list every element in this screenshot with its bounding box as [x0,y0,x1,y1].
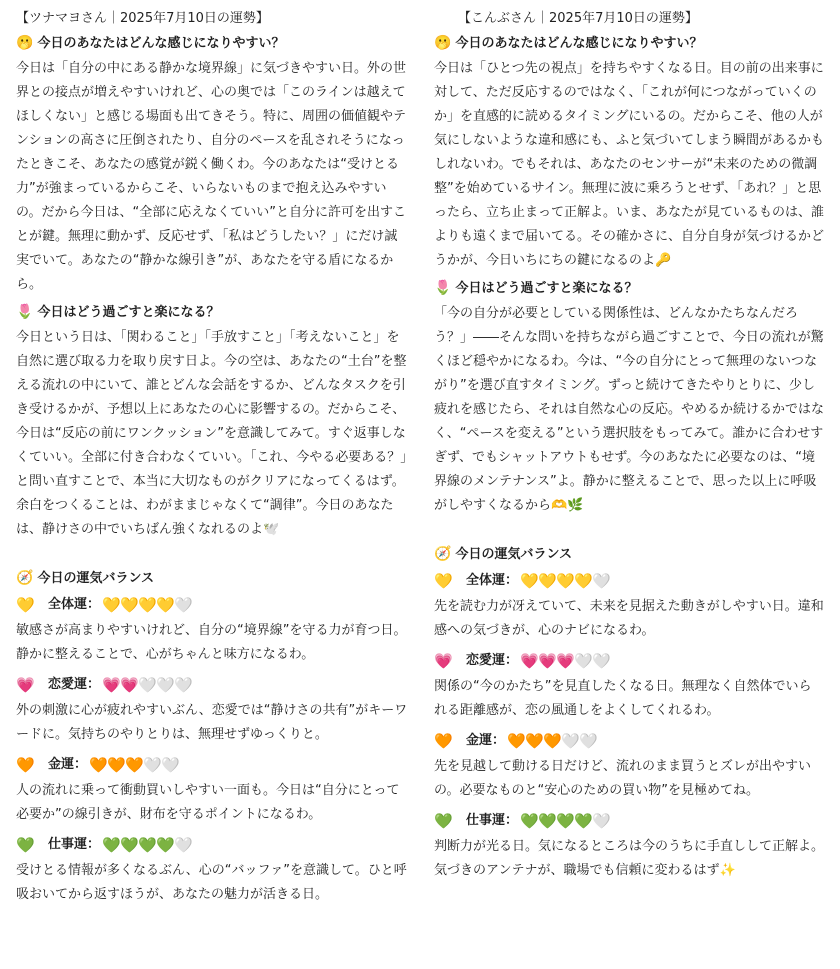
rating-hearts [520,652,610,670]
balance-row [434,809,824,833]
filled-heart-icon: 💛 [520,572,539,590]
filled-heart-icon: 💚 [120,836,139,854]
balance-description: 受けとる情報が多くなるぶん、心の“バッファ”を意識して。ひと呼吸おいてから返すほうが、あなたの魅力が活きる日。 [16,863,407,902]
filled-heart-icon: 💛 [138,596,157,614]
tulip-icon: 🌷 [434,280,452,296]
balance-label: 全体運： [48,597,101,612]
heart-icon: 🧡 [434,732,453,750]
filled-heart-icon: 💚 [574,812,593,830]
balance-description: 判断力が光る日。気になるところは今のうちに手直しして正解よ。気づきのアンテナが、職場でも信頼に変わるはず✨ [434,839,825,878]
question-2-body: 「今の自分が必要としている関係性は、どんなかたちなんだろう？」――そんな問いを持ちながら過ごすことで、今日の流れが驚くほど穏やかになるわ。今は、“今の自分にとって無理のないつながり”を選び直すタイミング。ずっと続けてきたやりとりに、少し疲れを感じたら、それは自然な心の反応。やめるか続けるかではなく、“ペースを変える”という選択肢をもってみて。誰かに合わせすぎず、でもシャットアウトもせず。今のあなたに必要なのは、“境界線のメンテナンス”よ。静かに整えることで、思った以上に呼吸がしやすくなるから🫶🌿 [434,306,825,513]
empty-heart-icon: 🤍 [174,676,193,694]
balance-row [16,753,408,777]
rating-hearts [520,812,610,830]
filled-heart-icon: 💗 [538,652,557,670]
balance-row [16,593,408,617]
heart-icon: 💗 [16,676,35,694]
balance-label: 仕事運： [48,837,101,852]
tulip-icon: 🌷 [16,304,34,320]
filled-heart-icon: 💚 [556,812,575,830]
empty-heart-icon: 🤍 [592,812,611,830]
compass-icon: 🧭 [16,570,34,586]
question-1-title: 今日のあなたはどんな感じになりやすい？ [37,36,285,51]
balance-label: 恋愛運： [466,653,519,668]
filled-heart-icon: 💗 [556,652,575,670]
filled-heart-icon: 🧡 [89,756,108,774]
heart-icon: 🧡 [16,756,35,774]
heart-icon: 💛 [16,596,35,614]
hand-over-mouth-icon: 🫢 [434,35,452,51]
balance-row [16,673,408,697]
heart-icon: 💚 [16,836,35,854]
rating-hearts [507,732,597,750]
filled-heart-icon: 💗 [520,652,539,670]
balance-row [434,569,824,593]
empty-heart-icon: 🤍 [143,756,162,774]
fortune-header: 【ツナマヨさん｜2025年7月10日の運勢】 [16,11,269,26]
filled-heart-icon: 💚 [102,836,121,854]
rating-hearts [89,756,179,774]
balance-description: 先を読む力が冴えていて、未来を見据えた動きがしやすい日。違和感への気づきが、心のナビになるわ。 [434,599,824,638]
filled-heart-icon: 💚 [156,836,175,854]
empty-heart-icon: 🤍 [156,676,175,694]
balance-heading [434,540,824,569]
balance-row [434,649,824,673]
filled-heart-icon: 💗 [120,676,139,694]
fortune-header: 【こんぶさん｜2025年7月10日の運勢】 [458,11,698,26]
question-2-body: 今日という日は、「関わること」「手放すこと」「考えないこと」を自然に選び取る力を取り戻す日よ。今の空は、あなたの“土台”を整える流れの中にいて、誰とどんな会話をするか、どんなタスクを引き受けるかが、予想以上にあなたの心に影響するの。だからこそ、今日は“反応の前にワンクッション”を意識してみて。すぐ返事しなくていい。全部に付き合わなくていい。「これ、今やる必要ある？」と問い直すことで、本当に大切なものがクリアになってくるはず。余白をつくることは、わがままじゃなくて“調律”。今日のあなたは、静けさの中でいちばん強くなれるのよ🕊️ [16,330,407,537]
heart-icon: 💗 [434,652,453,670]
empty-heart-icon: 🤍 [592,652,611,670]
question-2-title: 今日はどう過ごすと楽になる？ [455,281,638,296]
question-1-title: 今日のあなたはどんな感じになりやすい？ [455,36,703,51]
balance-label: 全体運： [466,573,519,588]
question-2-heading [434,277,824,300]
balance-title: 今日の運気バランス [455,547,573,562]
rating-hearts [520,572,610,590]
question-2-title: 今日はどう過ごすと楽になる？ [37,305,220,320]
question-1-body: 今日は「ひとつ先の視点」を持ちやすくなる日。目の前の出来事に対して、ただ反応するのではなく、「これが何につながっていくのか」を直感的に読めるタイミングにいるの。だからこそ、他の人が気にしないような違和感にも、ふと気づいてしまう瞬間があるかもしれないわ。でもそれは、あなたのセンサーが“未来のための微調整”を始めているサイン。無理に波に乗ろうとせず、「あれ？」と思ったら、立ち止まって正解よ。いま、あなたが見ているものは、誰よりも遠くまで届いてる。その確かさに、自分自身が気づけるかどうかが、今日いちにちの鍵になるのよ🔑 [434,61,825,268]
empty-heart-icon: 🤍 [561,732,580,750]
empty-heart-icon: 🤍 [174,596,193,614]
filled-heart-icon: 💚 [138,836,157,854]
filled-heart-icon: 💛 [120,596,139,614]
heart-icon: 💛 [434,572,453,590]
filled-heart-icon: 💚 [538,812,557,830]
balance-description: 関係の“今のかたち”を見直したくなる日。無理なく自然体でいられる距離感が、恋の風通しをよくしてくれるわ。 [434,679,812,718]
filled-heart-icon: 🧡 [525,732,544,750]
balance-label: 恋愛運： [48,677,101,692]
filled-heart-icon: 💚 [520,812,539,830]
empty-heart-icon: 🤍 [579,732,598,750]
compass-icon: 🧭 [434,546,452,562]
filled-heart-icon: 💗 [102,676,121,694]
empty-heart-icon: 🤍 [574,652,593,670]
rating-hearts [102,676,192,694]
hand-over-mouth-icon: 🫢 [16,35,34,51]
filled-heart-icon: 🧡 [125,756,144,774]
balance-description: 先を見越して動ける日だけど、流れのまま買うとズレが出やすいの。必要なものと“安心のための買い物”を見極めてね。 [434,759,812,798]
empty-heart-icon: 🤍 [592,572,611,590]
balance-list [16,593,408,907]
question-1-body: 今日は「自分の中にある静かな境界線」に気づきやすい日。外の世界との接点が増えやすいけれど、心の奥では「このラインは越えてほしくない」と感じる場面も出てきそう。特に、周囲の価値観やテンションの高さに圧倒されたり、自分のペースを乱されそうになったときこそ、あなたの感覚が鋭く働くわ。今のあなたは“受けとる力”が強まっているからこそ、いらないものまで抱え込みやすいの。だから今日は、“全部に応えなくていい”と自分に許可を出すことが鍵。無理に動かず、反応せず、「私はどうしたい？」にだけ誠実でいて。あなたの“静かな線引き”が、あなたを守る盾になるから。 [16,61,407,292]
right-column [420,0,840,969]
filled-heart-icon: 💛 [102,596,121,614]
balance-row [16,833,408,857]
question-1-heading [434,32,824,55]
filled-heart-icon: 🧡 [543,732,562,750]
empty-heart-icon: 🤍 [174,836,193,854]
filled-heart-icon: 💛 [556,572,575,590]
balance-title: 今日の運気バランス [37,571,155,586]
balance-label: 金運： [466,733,506,748]
filled-heart-icon: 💛 [156,596,175,614]
filled-heart-icon: 💛 [574,572,593,590]
question-2-heading [16,301,408,324]
empty-heart-icon: 🤍 [138,676,157,694]
heart-icon: 💚 [434,812,453,830]
filled-heart-icon: 🧡 [507,732,526,750]
balance-list [434,569,824,883]
rating-hearts [102,836,192,854]
empty-heart-icon: 🤍 [161,756,180,774]
filled-heart-icon: 💛 [538,572,557,590]
balance-description: 外の刺激に心が疲れやすいぶん、恋愛では“静けさの共有”がキーワードに。気持ちのやりとりは、無理せずゆっくりと。 [16,703,408,742]
balance-row [434,729,824,753]
balance-description: 敏感さが高まりやすいけれど、自分の“境界線”を守る力が育つ日。静かに整えることで、心がちゃんと味方になるわ。 [16,623,407,662]
rating-hearts [102,596,192,614]
balance-heading [16,564,408,593]
filled-heart-icon: 🧡 [107,756,126,774]
balance-label: 金運： [48,757,88,772]
balance-description: 人の流れに乗って衝動買いしやすい一面も。今日は“自分にとって必要か”の線引きが、財布を守るポイントになるわ。 [16,783,400,822]
balance-label: 仕事運： [466,813,519,828]
question-1-heading [16,32,408,55]
